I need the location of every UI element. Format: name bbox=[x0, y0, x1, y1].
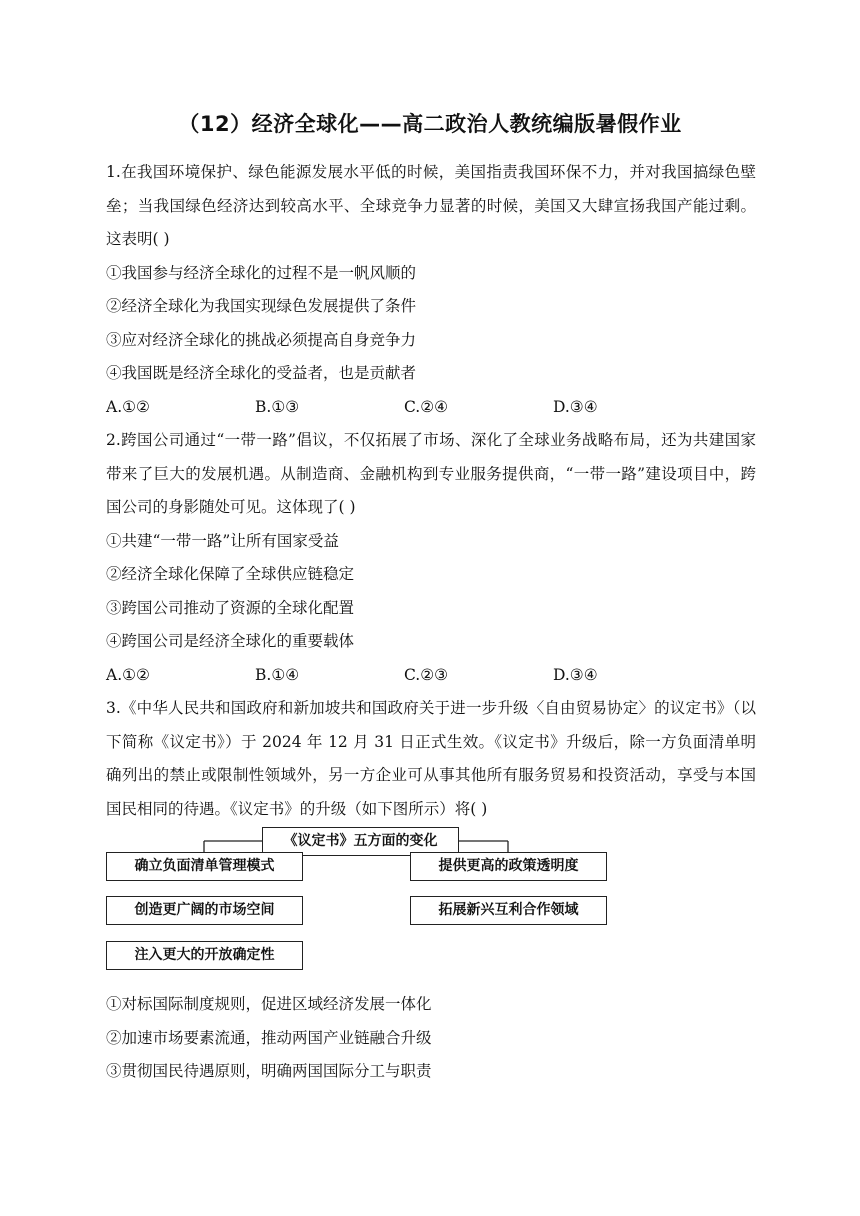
diagram-left-item: 创造更广阔的市场空间 bbox=[106, 896, 303, 925]
statement: ②经济全球化保障了全球供应链稳定 bbox=[106, 565, 355, 583]
question-3 bbox=[106, 692, 756, 1089]
option-d[interactable]: D.③④ bbox=[553, 397, 598, 416]
diagram-right-item: 拓展新兴互利合作领域 bbox=[410, 896, 607, 925]
option-d[interactable]: D.③④ bbox=[553, 665, 598, 684]
statement: ①对标国际制度规则，促进区域经济发展一体化 bbox=[106, 995, 432, 1013]
diagram-right-item: 提供更高的政策透明度 bbox=[410, 852, 607, 881]
answer-options bbox=[106, 391, 756, 425]
option-b[interactable]: B.①④ bbox=[255, 665, 300, 684]
page-title: （12）经济全球化——高二政治人教统编版暑假作业 bbox=[178, 112, 682, 136]
option-a[interactable]: A.①② bbox=[106, 665, 150, 684]
agreement-changes-diagram bbox=[106, 826, 756, 988]
question-2 bbox=[106, 424, 756, 692]
option-c[interactable]: C.②③ bbox=[404, 665, 449, 684]
diagram-left-item: 确立负面清单管理模式 bbox=[106, 852, 303, 881]
statement: ①我国参与经济全球化的过程不是一帆风顺的 bbox=[106, 263, 417, 282]
statement: ②加速市场要素流通，推动两国产业链融合升级 bbox=[106, 1028, 432, 1047]
option-b[interactable]: B.①③ bbox=[255, 397, 300, 416]
option-c[interactable]: C.②④ bbox=[404, 397, 449, 416]
answer-options bbox=[106, 659, 756, 693]
diagram-left-item: 注入更大的开放确定性 bbox=[106, 941, 303, 970]
statement: ③跨国公司推动了资源的全球化配置 bbox=[106, 598, 355, 617]
question-stem: 2.跨国公司通过“一带一路”倡议，不仅拓展了市场、深化了全球业务战略布局，还为共建国家带来了巨大的发展机遇。从制造商、金融机构到专业服务提供商，“一带一路”建设项目中，跨国公司的身影随处可见。这体现了( ) bbox=[106, 431, 756, 516]
statement: ④我国既是经济全球化的受益者，也是贡献者 bbox=[106, 364, 417, 382]
diagram-root: 《议定书》五方面的变化 bbox=[262, 827, 459, 856]
statement: ②经济全球化为我国实现绿色发展提供了条件 bbox=[106, 297, 417, 315]
question-1 bbox=[106, 156, 756, 424]
option-a[interactable]: A.①② bbox=[106, 397, 150, 416]
question-list bbox=[106, 156, 756, 1089]
statement: ④跨国公司是经济全球化的重要载体 bbox=[106, 632, 355, 650]
statement: ③贯彻国民待遇原则，明确两国国际分工与职责 bbox=[106, 1062, 432, 1080]
question-stem: 3.《中华人民共和国政府和新加坡共和国政府关于进一步升级〈自由贸易协定〉的议定书》（以下简称《议定书》）于 2024 年 12 月 31 日正式生效。《议定书》升级后，除一方负面清单明确列出的禁止或限制性领域外，另一方企业可从事其他所有服务贸易和投资活动，享受与本国国民相同的待遇。《议定书》的升级（如下图所示）将( ) bbox=[106, 699, 756, 818]
statement: ③应对经济全球化的挑战必须提高自身竞争力 bbox=[106, 330, 417, 349]
statement: ①共建“一带一路”让所有国家受益 bbox=[106, 531, 339, 550]
question-stem: 1.在我国环境保护、绿色能源发展水平低的时候，美国指责我国环保不力，并对我国搞绿色壁垒；当我国绿色经济达到较高水平、全球竞争力显著的时候，美国又大肆宣扬我国产能过剩。这表明( ) bbox=[106, 163, 756, 248]
